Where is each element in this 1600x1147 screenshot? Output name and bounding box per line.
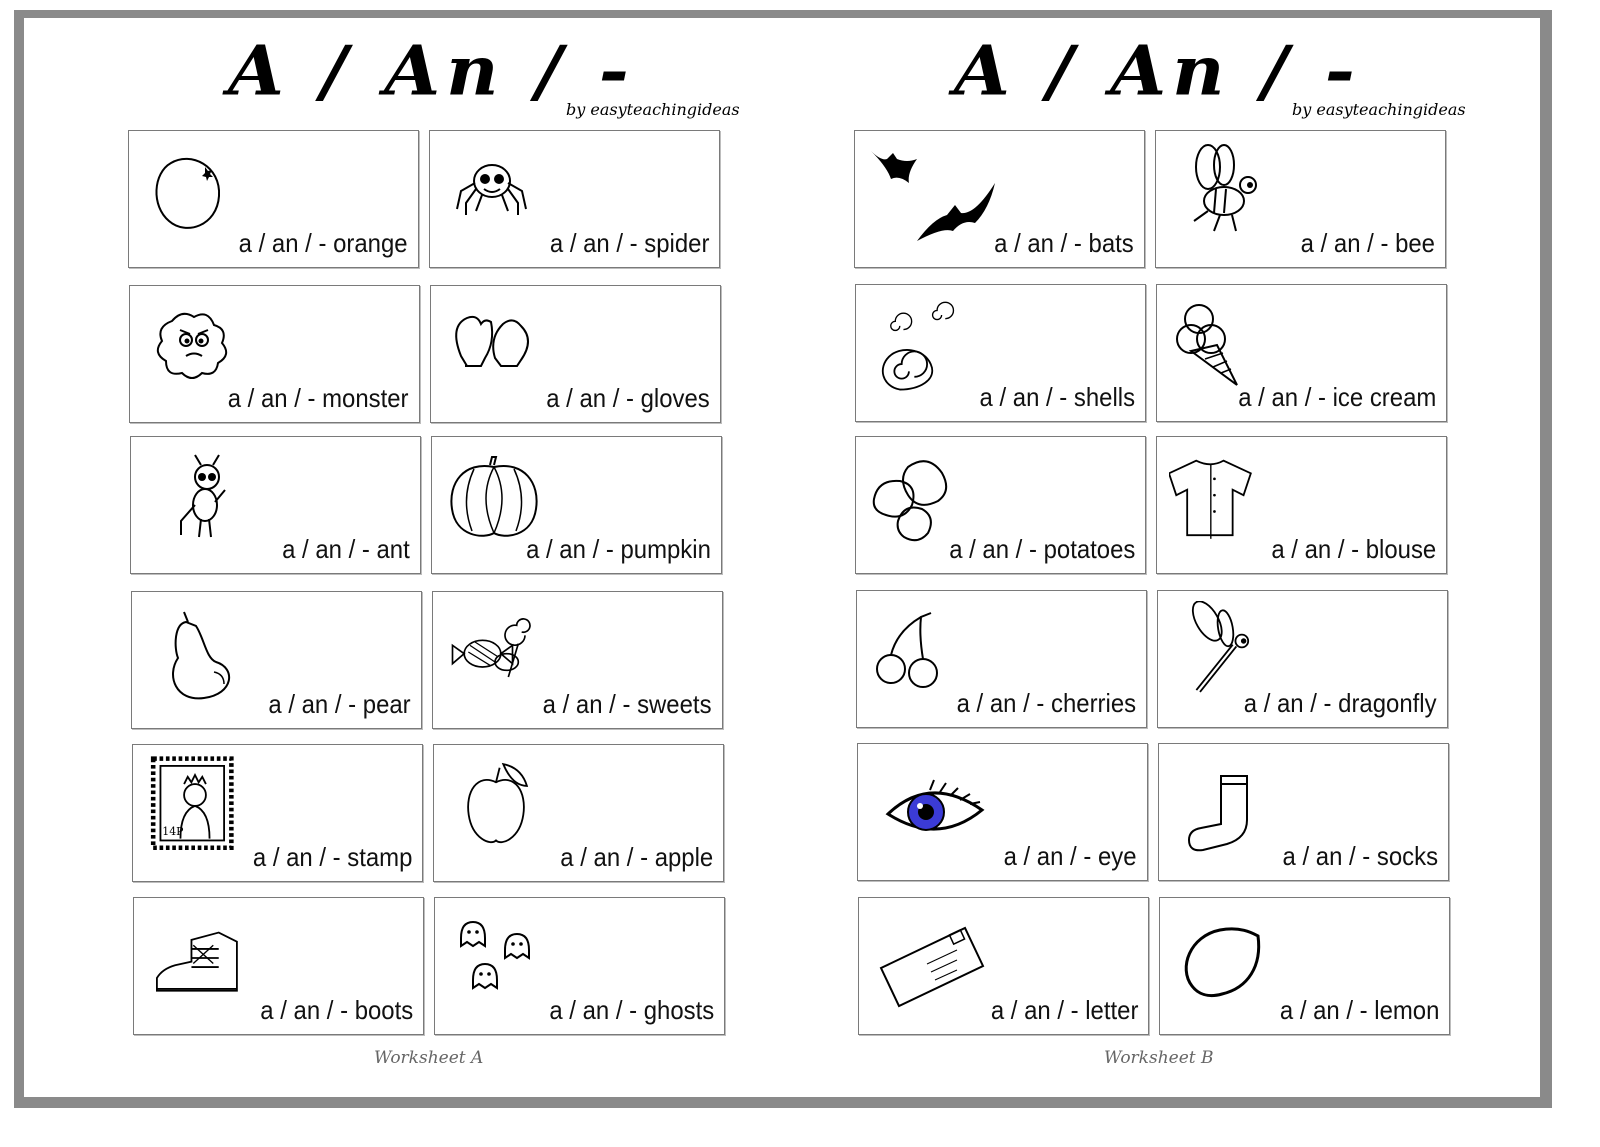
card-pear [131, 591, 422, 729]
gloves-icon [443, 296, 543, 396]
svg-text:14P: 14P [162, 825, 184, 838]
stamp-icon [145, 755, 245, 855]
worksheet-footer: Worksheet B [1104, 1048, 1214, 1068]
ice-cream-icon [1169, 295, 1269, 395]
ant-icon [143, 447, 243, 547]
card-ice-cream [1156, 284, 1447, 422]
card-bats [854, 130, 1145, 268]
card-label: a / an / - socks [1282, 841, 1438, 871]
card-label: a / an / - ant [282, 534, 410, 564]
cherries-icon [869, 601, 969, 701]
bee-icon [1168, 141, 1268, 241]
boots-icon [146, 908, 246, 1008]
card-label: a / an / - lemon [1279, 995, 1439, 1025]
card-label: a / an / - pear [268, 689, 411, 719]
card-cherries [856, 590, 1147, 728]
card-label: a / an / - bee [1300, 228, 1435, 258]
card-spider [429, 130, 720, 268]
ghosts-icon [447, 908, 547, 1008]
byline: by easyteachingideas [566, 100, 740, 119]
lemon-icon [1172, 908, 1272, 1008]
card-label: a / an / - pumpkin [526, 534, 711, 564]
spider-icon [442, 141, 542, 241]
socks-icon [1171, 754, 1271, 854]
dragonfly-icon [1170, 601, 1270, 701]
card-eye [857, 743, 1148, 881]
eye-icon [870, 754, 990, 854]
card-monster [129, 285, 420, 423]
card-label: a / an / - spider [549, 228, 709, 258]
card-lemon [1159, 897, 1450, 1035]
worksheet-title: A / An / - [228, 30, 635, 111]
letter-icon [871, 908, 991, 1008]
card-label: a / an / - eye [1004, 841, 1137, 871]
worksheet-title: A / An / - [954, 30, 1361, 111]
card-label: a / an / - stamp [252, 842, 412, 872]
apple-icon [446, 755, 546, 855]
card-label: a / an / - gloves [546, 383, 710, 413]
card-label: a / an / - boots [260, 995, 413, 1025]
sweets-icon [445, 602, 545, 702]
card-label: a / an / - monster [228, 383, 409, 413]
card-label: a / an / - shells [979, 382, 1135, 412]
potatoes-icon [868, 447, 968, 547]
card-stamp [132, 744, 423, 882]
card-gloves [430, 285, 721, 423]
card-label: a / an / - potatoes [948, 534, 1135, 564]
monster-icon [142, 296, 242, 396]
bats-icon [867, 141, 1007, 241]
card-shells [855, 284, 1146, 422]
blouse-icon [1169, 447, 1269, 547]
card-orange [128, 130, 419, 268]
card-bee [1155, 130, 1446, 268]
pumpkin-icon [444, 447, 544, 547]
shells-icon [868, 295, 968, 395]
card-label: a / an / - bats [994, 228, 1134, 258]
card-label: a / an / - cherries [956, 688, 1136, 718]
card-sweets [432, 591, 723, 729]
card-apple [433, 744, 724, 882]
card-label: a / an / - orange [239, 228, 408, 258]
worksheet-b [854, 0, 1494, 1100]
card-ghosts [434, 897, 725, 1035]
card-blouse [1156, 436, 1447, 574]
pear-icon [144, 602, 244, 702]
card-potatoes [855, 436, 1146, 574]
card-label: a / an / - ghosts [549, 995, 714, 1025]
byline: by easyteachingideas [1292, 100, 1466, 119]
worksheet-footer: Worksheet A [374, 1048, 484, 1068]
card-label: a / an / - ice cream [1237, 382, 1436, 412]
card-label: a / an / - blouse [1271, 534, 1436, 564]
card-label: a / an / - sweets [543, 689, 712, 719]
card-ant [130, 436, 421, 574]
card-label: a / an / - dragonfly [1244, 688, 1437, 718]
card-boots [133, 897, 424, 1035]
worksheet-a [128, 0, 768, 1100]
card-label: a / an / - letter [990, 995, 1138, 1025]
card-letter [858, 897, 1149, 1035]
orange-icon [141, 141, 241, 241]
card-label: a / an / - apple [560, 842, 713, 872]
card-pumpkin [431, 436, 722, 574]
card-dragonfly [1157, 590, 1448, 728]
card-socks [1158, 743, 1449, 881]
